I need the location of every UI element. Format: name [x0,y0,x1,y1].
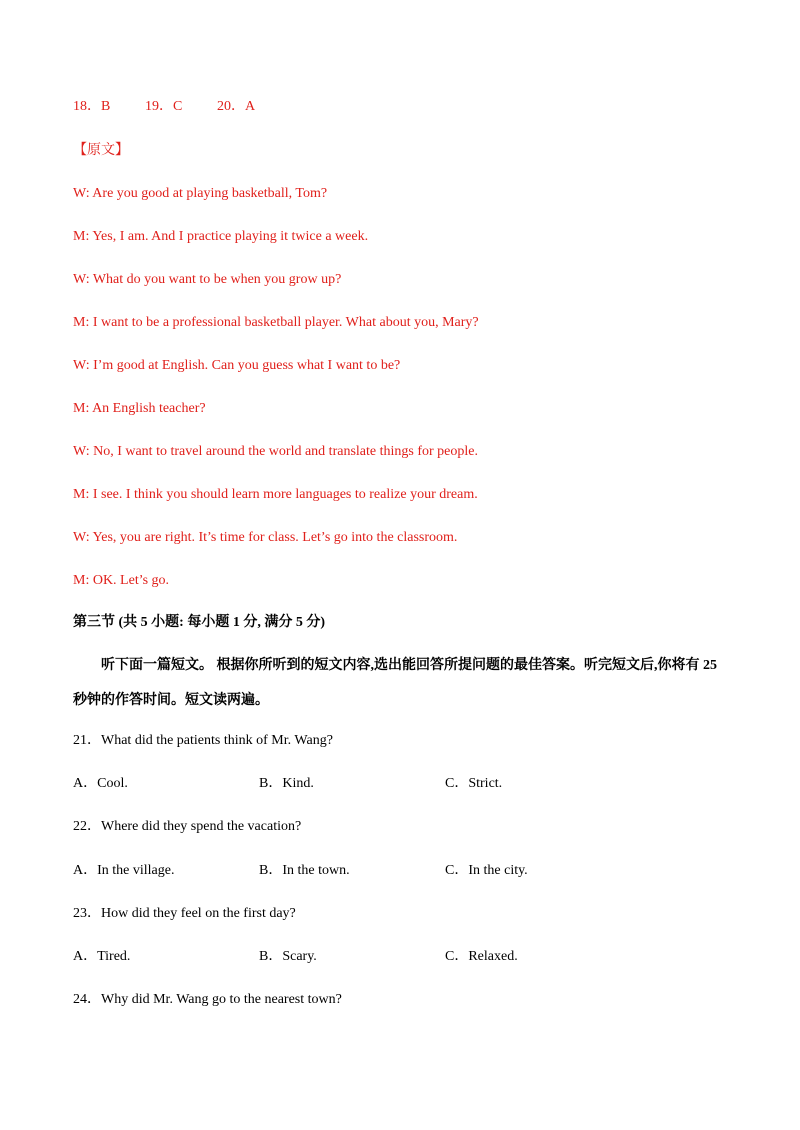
option-c: C．In the city. [445,863,528,878]
answer-18: 18．B [73,99,111,114]
transcript-line: W: Are you good at playing basketball, Tom? [73,186,328,201]
question-21: 21．What did the patients think of Mr. Wang? [73,733,333,748]
option-c: C．Relaxed. [445,949,518,964]
options-21 [73,775,502,793]
transcript-line: M: OK. Let’s go. [73,573,170,588]
option-a: A．Cool. [73,776,128,791]
option-b: B．Kind. [259,776,314,791]
transcript-line: M: Yes, I am. And I practice playing it twice a week. [73,229,369,244]
question-24: 24．Why did Mr. Wang go to the nearest town? [73,992,342,1007]
section-title: 第三节 (共 5 小题: 每小题 1 分, 满分 5 分) [73,615,325,630]
transcript-line: W: I’m good at English. Can you guess what I want to be? [73,358,401,373]
options-22 [73,862,528,880]
option-a: A．Tired. [73,949,131,964]
transcript-heading: 【原文】 [73,143,129,158]
instructions: 听下面一篇短文。 根据你所听到的短文内容,选出能回答所提问题的最佳答案。听完短文后,你将有 25 秒钟的作答时间。短文读两遍。 [73,658,717,708]
answer-20: 20．A [217,99,256,114]
transcript-line: M: I see. I think you should learn more languages to realize your dream. [73,487,478,502]
option-b: B．Scary. [259,949,317,964]
question-23: 23．How did they feel on the first day? [73,906,296,921]
option-a: A．In the village. [73,863,175,878]
option-c: C．Strict. [445,776,503,791]
transcript-line: W: No, I want to travel around the world and translate things for people. [73,444,478,459]
answer-19: 19．C [145,99,183,114]
question-22: 22．Where did they spend the vacation? [73,819,302,834]
option-b: B．In the town. [259,863,350,878]
transcript-line: W: Yes, you are right. It’s time for class. Let’s go into the classroom. [73,530,458,545]
options-23 [73,948,518,966]
answer-key [73,98,255,116]
transcript-line: M: An English teacher? [73,401,206,416]
transcript-line: M: I want to be a professional basketball player. What about you, Mary? [73,315,479,330]
transcript-line: W: What do you want to be when you grow up? [73,272,342,287]
